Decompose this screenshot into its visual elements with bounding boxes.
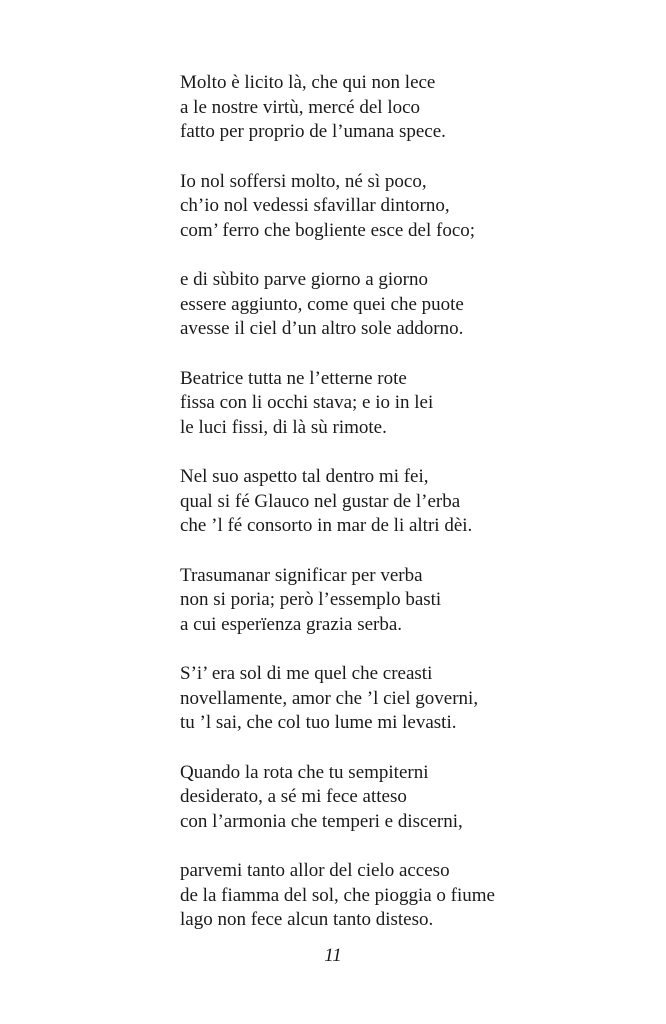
verse-line: avesse il ciel d’un altro sole addorno. bbox=[180, 318, 464, 339]
verse-line: Nel suo aspetto tal dentro mi fei, bbox=[180, 466, 429, 487]
tercet bbox=[180, 170, 640, 244]
tercet bbox=[180, 71, 640, 145]
tercet bbox=[180, 662, 640, 736]
verse-line: Quando la rota che tu sempiterni bbox=[180, 761, 429, 783]
verse-line: lago non fece alcun tanto disteso. bbox=[180, 909, 434, 930]
verse-line: che ’l fé consorto in mar de li altri dèi. bbox=[180, 515, 473, 536]
tercet bbox=[180, 859, 640, 933]
verse-line: le luci fissi, di là sù rimote. bbox=[180, 416, 387, 438]
verse-line: novellamente, amor che ’l ciel governi, bbox=[180, 687, 479, 709]
tercet bbox=[180, 564, 640, 638]
verse-line: non si poria; però l’essemplo basti bbox=[180, 589, 442, 610]
verse-line: Trasumanar significar per verba bbox=[180, 564, 423, 586]
verse-line: Io nol soffersi molto, né sì poco, bbox=[180, 170, 427, 192]
verse-line: tu ’l sai, che col tuo lume mi levasti. bbox=[180, 712, 457, 733]
verse-line: Beatrice tutta ne l’etterne rote bbox=[180, 367, 407, 389]
verse-line: fissa con li occhi stava; e io in lei bbox=[180, 392, 434, 413]
verse-line: parvemi tanto allor del cielo acceso bbox=[180, 860, 450, 881]
verse-line: qual si fé Glauco nel gustar de l’erba bbox=[180, 490, 461, 512]
tercet bbox=[180, 465, 640, 539]
verse-line: de la fiamma del sol, che pioggia o fiume bbox=[180, 884, 495, 906]
verse-line: S’i’ era sol di me quel che creasti bbox=[180, 663, 433, 684]
verse-line: a cui esperïenza grazia serba. bbox=[180, 613, 403, 635]
verse-line: a le nostre virtù, mercé del loco bbox=[180, 96, 421, 118]
verse-line: desiderato, a sé mi fece atteso bbox=[180, 786, 407, 807]
poem-body bbox=[180, 71, 640, 958]
tercet bbox=[180, 367, 640, 441]
page-number: 11 bbox=[324, 945, 342, 966]
verse-line: com’ ferro che bogliente esce del foco; bbox=[180, 219, 476, 241]
verse-line: ch’io nol vedessi sfavillar dintorno, bbox=[180, 195, 450, 216]
verse-line: essere aggiunto, come quei che puote bbox=[180, 293, 464, 315]
tercet bbox=[180, 268, 640, 342]
verse-line: fatto per proprio de l’umana spece. bbox=[180, 121, 446, 142]
verse-line: con l’armonia che temperi e discerni, bbox=[180, 810, 463, 832]
tercet bbox=[180, 761, 640, 835]
verse-line: Molto è licito là, che qui non lece bbox=[180, 72, 436, 93]
verse-line: e di sùbito parve giorno a giorno bbox=[180, 269, 429, 290]
